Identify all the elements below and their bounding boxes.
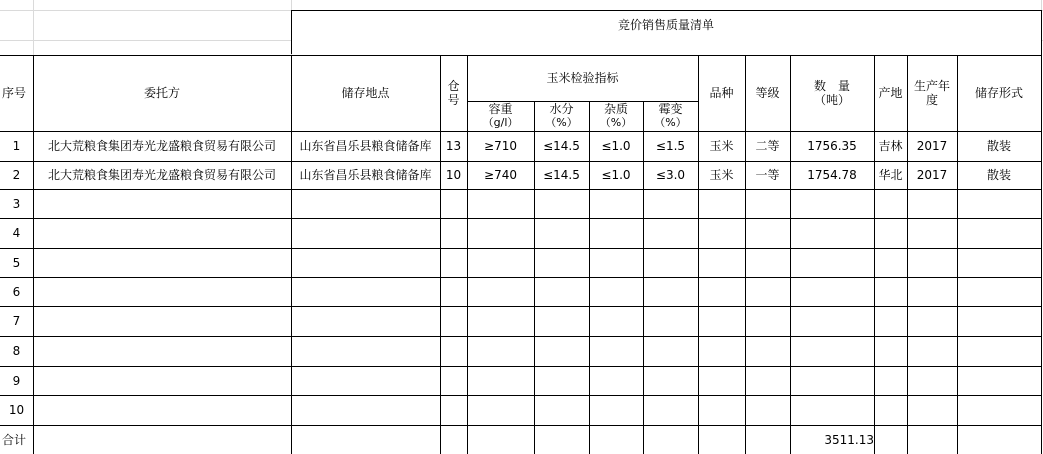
cell-text: 10 <box>8 403 25 417</box>
header-unit: （吨） <box>813 93 850 107</box>
cell-storage[interactable] <box>957 161 1041 189</box>
header-text: 霉变 <box>658 102 683 116</box>
cell-text: 10 <box>445 168 462 182</box>
header-text: 玉米检验指标 <box>546 71 619 85</box>
cell-year[interactable] <box>907 131 957 161</box>
header-text: 数 量 <box>813 79 850 93</box>
border-h <box>0 425 1041 426</box>
row-number[interactable] <box>0 277 33 306</box>
cell-variety[interactable] <box>698 131 745 161</box>
cell-origin[interactable] <box>874 161 907 189</box>
cell-variety[interactable] <box>698 161 745 189</box>
header-grade[interactable] <box>745 55 790 131</box>
cell-text: 3511.13 <box>824 432 874 447</box>
cell-text: 2 <box>12 168 21 182</box>
cell-text: 8 <box>12 344 21 358</box>
cell-text: 北大荒粮食集团寿光龙盛粮食贸易有限公司 <box>47 168 276 182</box>
cell-text: 山东省昌乐县粮食储备库 <box>299 139 432 153</box>
cell-location[interactable] <box>291 131 440 161</box>
cell-impurity[interactable] <box>589 131 643 161</box>
cell-moisture[interactable] <box>534 161 589 189</box>
header-text: 杂质 <box>603 102 628 116</box>
header-unit: （%） <box>599 116 633 129</box>
row-number[interactable] <box>0 366 33 395</box>
cell-text: 13 <box>445 139 462 153</box>
header-consignor[interactable] <box>33 55 291 131</box>
header-location[interactable] <box>291 55 440 131</box>
header-storage-form[interactable] <box>957 55 1041 131</box>
cell-text: 1754.78 <box>807 168 857 182</box>
row-number[interactable] <box>0 336 33 366</box>
border-h <box>0 336 1041 337</box>
cell-text: ≥740 <box>484 168 517 182</box>
header-quantity[interactable] <box>790 55 874 131</box>
cell-origin[interactable] <box>874 131 907 161</box>
cell-text: 9 <box>12 373 21 388</box>
row-number[interactable] <box>0 248 33 277</box>
cell-text: 5 <box>12 255 21 270</box>
border-v <box>1041 10 1042 454</box>
header-text: 等级 <box>755 86 780 100</box>
header-seq[interactable] <box>0 55 35 131</box>
header-impurity[interactable] <box>589 101 643 131</box>
cell-year[interactable] <box>907 161 957 189</box>
cell-text: ≤1.0 <box>601 139 631 153</box>
cell-seq[interactable] <box>0 131 33 161</box>
cell-text: 一等 <box>755 168 780 182</box>
cell-location[interactable] <box>291 161 440 189</box>
cell-text: 北大荒粮食集团寿光龙盛粮食贸易有限公司 <box>47 139 276 153</box>
cell-text: 合计 <box>2 432 27 447</box>
cell-storage[interactable] <box>957 131 1041 161</box>
cell-grade[interactable] <box>745 131 790 161</box>
cell-text: 华北 <box>878 168 903 182</box>
cell-text: 6 <box>12 284 21 299</box>
cell-text: 2017 <box>916 168 948 182</box>
cell-mildew[interactable] <box>643 161 698 189</box>
cell-text: ≤3.0 <box>655 168 686 182</box>
row-number[interactable] <box>0 218 33 248</box>
header-text: 仓 <box>447 79 460 93</box>
header-text: 序号 <box>2 86 27 100</box>
header-mildew[interactable] <box>643 101 698 131</box>
border-h <box>0 248 1041 249</box>
cell-text: ≤14.5 <box>543 168 580 182</box>
border-h <box>0 189 1041 190</box>
header-text: 产地 <box>878 86 903 100</box>
header-moisture[interactable] <box>534 101 589 131</box>
header-unit: （%） <box>654 116 687 129</box>
row-number[interactable] <box>0 306 33 336</box>
cell-text: 玉米 <box>709 139 734 153</box>
header-bulk-density[interactable] <box>467 101 534 131</box>
header-text: 容重 <box>488 102 513 116</box>
gridline-v <box>33 0 34 55</box>
cell-text: 散装 <box>986 168 1011 182</box>
cell-text: ≥710 <box>484 139 517 153</box>
border-h <box>0 366 1041 367</box>
gridline-h <box>0 40 291 41</box>
cell-text: 1756.35 <box>807 139 857 153</box>
cell-text: 二等 <box>755 139 780 153</box>
header-variety[interactable] <box>698 55 745 131</box>
title-text: 竞价销售质量清单 <box>617 18 714 32</box>
cell-text: 玉米 <box>709 168 734 182</box>
cell-warehouse[interactable] <box>440 161 467 189</box>
header-warehouse[interactable] <box>440 55 467 131</box>
header-text: 品种 <box>709 86 734 100</box>
row-number[interactable] <box>0 395 33 425</box>
cell-text: 1 <box>12 139 21 153</box>
cell-text: 4 <box>12 226 21 240</box>
header-text: 号 <box>447 93 460 107</box>
cell-text: 散装 <box>986 139 1011 153</box>
border-h <box>0 395 1041 396</box>
cell-text: 3 <box>12 196 21 211</box>
header-text: 生产年 <box>913 79 950 93</box>
total-quantity[interactable] <box>790 425 876 454</box>
cell-text: 2017 <box>916 139 948 153</box>
cell-text: 7 <box>12 314 21 328</box>
header-production-year[interactable] <box>907 55 957 131</box>
header-inspection-group[interactable] <box>467 55 698 101</box>
cell-quantity[interactable] <box>790 161 874 189</box>
header-unit: （%） <box>545 116 578 129</box>
cell-text: 吉林 <box>878 139 903 153</box>
header-text: 度 <box>925 93 938 107</box>
header-text: 委托方 <box>143 86 180 100</box>
cell-mildew[interactable] <box>643 131 698 161</box>
cell-text: ≤14.5 <box>543 139 580 153</box>
cell-consignor[interactable] <box>33 161 291 189</box>
gridline-h <box>0 10 291 11</box>
cell-quantity[interactable] <box>790 131 874 161</box>
total-label[interactable] <box>0 425 35 454</box>
border-h <box>0 277 1041 278</box>
header-text: 储存形式 <box>974 86 1023 100</box>
header-origin[interactable] <box>874 55 907 131</box>
cell-text: 山东省昌乐县粮食储备库 <box>299 168 432 182</box>
header-text: 水分 <box>549 102 574 116</box>
cell-impurity[interactable] <box>589 161 643 189</box>
row-number[interactable] <box>0 189 33 218</box>
header-text: 储存地点 <box>341 86 390 100</box>
cell-warehouse[interactable] <box>440 131 467 161</box>
header-unit: （g/l） <box>482 116 519 129</box>
cell-grade[interactable] <box>745 161 790 189</box>
table-title[interactable] <box>291 10 1041 40</box>
cell-seq[interactable] <box>0 161 33 189</box>
cell-text: ≤1.5 <box>655 139 686 153</box>
border-h <box>0 306 1041 307</box>
cell-text: ≤1.0 <box>601 168 631 182</box>
cell-bulk-density[interactable] <box>467 131 534 161</box>
cell-moisture[interactable] <box>534 131 589 161</box>
border-h <box>0 218 1041 219</box>
cell-consignor[interactable] <box>33 131 291 161</box>
cell-bulk-density[interactable] <box>467 161 534 189</box>
